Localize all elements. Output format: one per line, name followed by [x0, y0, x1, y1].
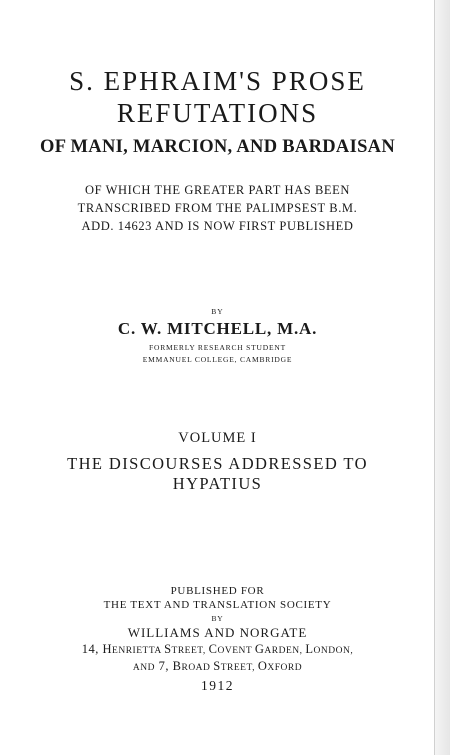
- address-london-part: G: [254, 642, 265, 656]
- publisher-name: WILLIAMS AND NORGATE: [127, 625, 308, 640]
- address-london-part: TREET,: [171, 646, 209, 656]
- author-role: FORMERLY RESEARCH STUDENT: [149, 343, 286, 352]
- address-oxford-part: ROAD: [181, 663, 214, 673]
- address-oxford-part: XFORD: [267, 663, 303, 673]
- address-oxford-part: S: [213, 659, 221, 673]
- society-name: THE TEXT AND TRANSLATION SOCIETY: [103, 599, 332, 611]
- by-label: BY: [211, 307, 224, 316]
- author-college: EMMANUEL COLLEGE, CAMBRIDGE: [142, 355, 293, 364]
- address-london-part: OVENT: [217, 646, 255, 656]
- volume-title-line-2: HYPATIUS: [172, 474, 263, 493]
- book-title-line-2: REFUTATIONS: [116, 98, 319, 128]
- address-london-part: S: [164, 642, 172, 656]
- address-oxford-part: TREET,: [220, 663, 258, 673]
- publication-year: 1912: [201, 678, 234, 693]
- volume-label: VOLUME I: [178, 430, 257, 446]
- address-london-part: 14, H: [81, 642, 113, 656]
- address-oxford-part: 7, B: [155, 659, 182, 673]
- address-oxford-part: O: [257, 659, 268, 673]
- description-line-3: ADD. 14623 AND IS NOW FIRST PUBLISHED: [81, 219, 354, 233]
- address-oxford-part: AND: [132, 663, 156, 673]
- publisher-address-oxford: [0, 659, 435, 674]
- imprint-by: BY: [211, 614, 224, 623]
- book-subtitle: OF MANI, MARCION, AND BARDAISAN: [40, 137, 395, 157]
- published-for: PUBLISHED FOR: [170, 585, 265, 597]
- address-london-part: ARDEN,: [264, 646, 306, 656]
- volume-title-line-1: THE DISCOURSES ADDRESSED TO: [67, 454, 368, 473]
- author-name: C. W. MITCHELL, M.A.: [117, 319, 318, 338]
- page-edge: [434, 0, 450, 755]
- description-line-2: TRANSCRIBED FROM THE PALIMPSEST B.M.: [77, 201, 358, 215]
- address-london-part: C: [208, 642, 218, 656]
- description-line-1: OF WHICH THE GREATER PART HAS BEEN: [84, 183, 351, 197]
- address-london-part: ONDON,: [313, 646, 354, 656]
- book-title-line-1: S. EPHRAIM'S PROSE: [69, 66, 366, 96]
- address-london-part: ENRIETTA: [112, 646, 165, 656]
- publisher-address-london: [0, 642, 435, 657]
- address-london-part: L: [305, 642, 314, 656]
